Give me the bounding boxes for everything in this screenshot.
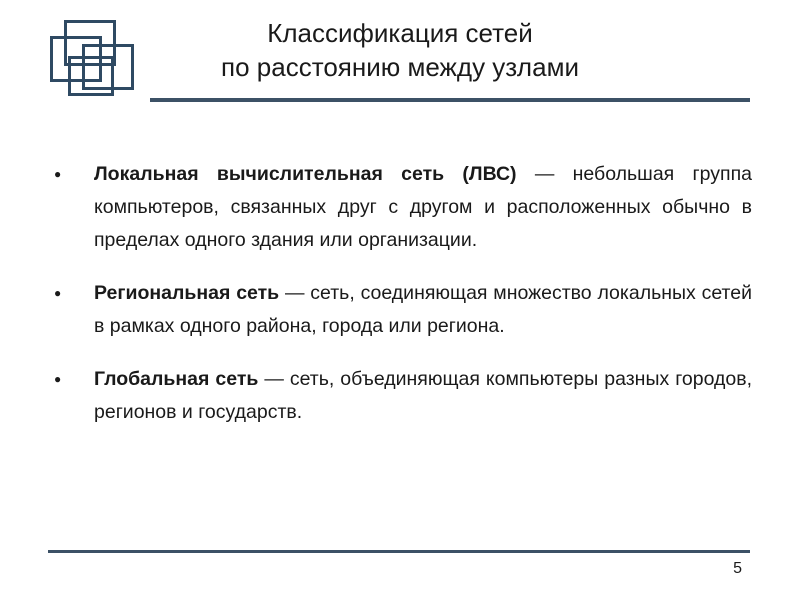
list-item-regional <box>54 277 752 343</box>
term-regional: Региональная сеть <box>94 282 280 304</box>
footer-divider <box>48 550 750 553</box>
list-item-lan <box>54 158 752 257</box>
term-lan: Локальная вычислительная сеть (ЛВС) <box>94 163 517 185</box>
title-divider <box>150 98 750 102</box>
bullet-icon: ● <box>54 286 62 300</box>
definition-regional: — сеть, соединяющая множество локальных сетей в рамках одного района, города или региона. <box>94 282 752 337</box>
bullet-list <box>54 158 752 449</box>
page-number: 5 <box>733 560 742 577</box>
slide-title <box>160 16 640 84</box>
bullet-icon: ● <box>54 372 62 386</box>
title-line-1: Классификация сетей <box>267 18 533 48</box>
definition-global: — сеть, объединяющая компьютеры разных городов, регионов и государств. <box>94 368 752 423</box>
logo-square <box>68 56 114 96</box>
list-item-global <box>54 363 752 429</box>
overlapping-squares-icon <box>46 18 138 98</box>
bullet-icon: ● <box>54 167 62 181</box>
title-line-2: по расстоянию между узлами <box>221 52 579 82</box>
term-global: Глобальная сеть <box>94 368 259 390</box>
definition-lan: — небольшая группа компьютеров, связанных друг с другом и расположенных обычно в пределах одного здания или организации. <box>94 163 752 251</box>
